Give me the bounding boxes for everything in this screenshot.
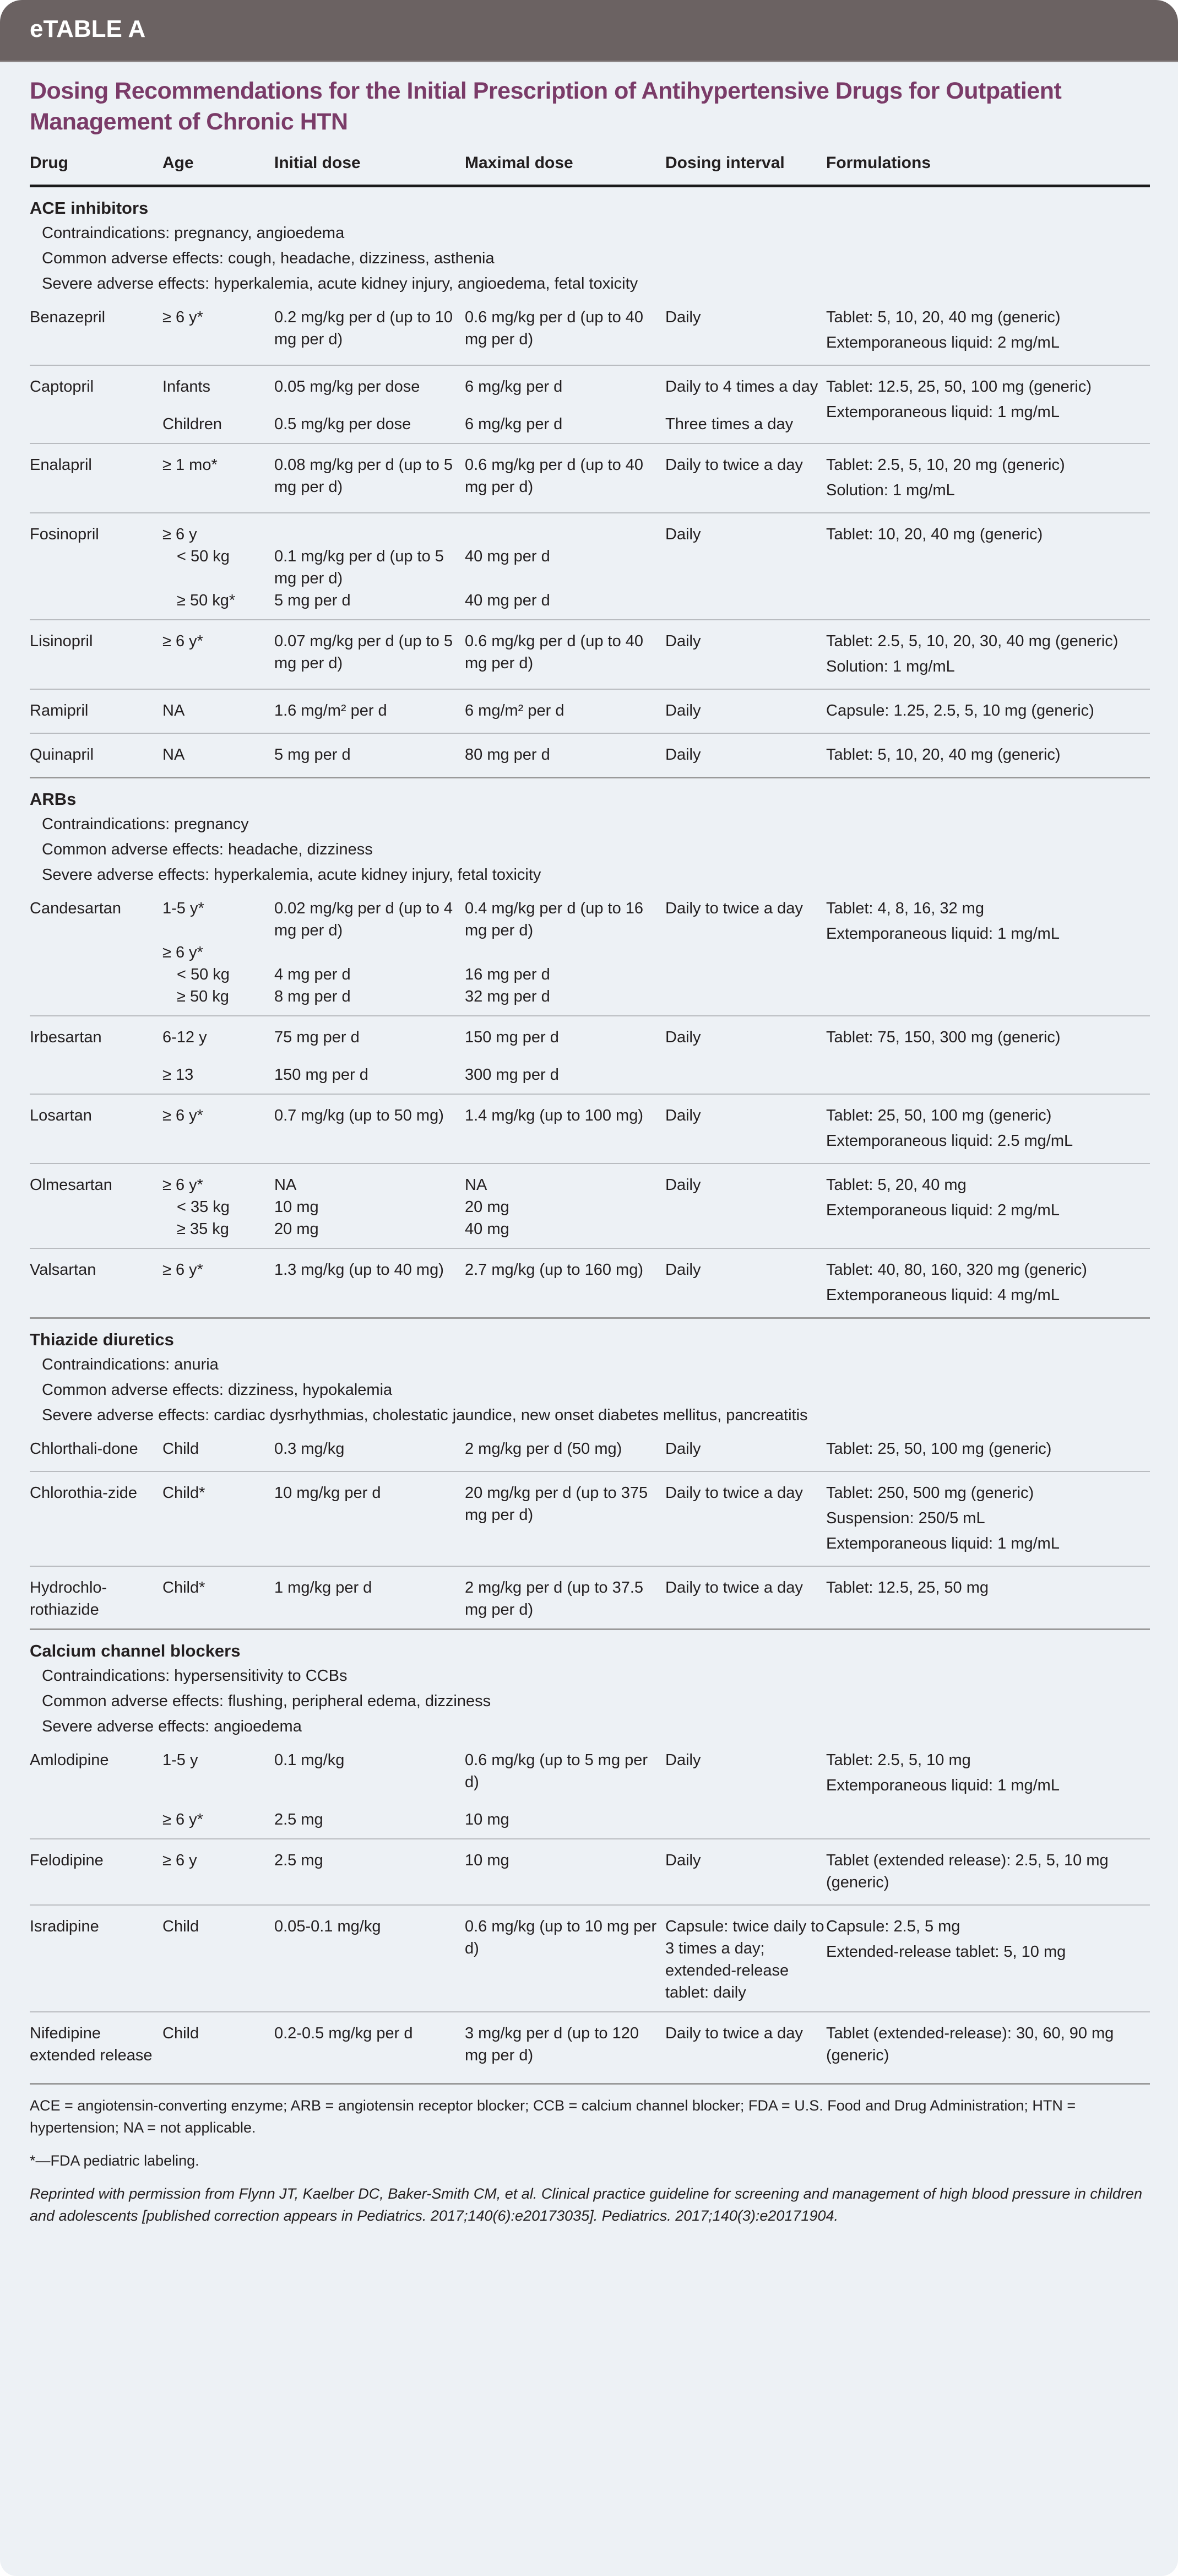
age-cell: 6-12 y <box>162 1029 207 1046</box>
dosing-interval-cell <box>665 1809 826 1831</box>
table-row <box>30 512 1150 619</box>
formulation: Tablet: 2.5, 5, 10 mg <box>826 1751 971 1769</box>
initial-dose-cell: 5 mg per d <box>274 746 351 764</box>
dose-rows <box>162 1849 826 1897</box>
dose-row <box>162 523 826 545</box>
section-note: Severe adverse effects: hyperkalemia, acute kidney injury, fetal toxicity <box>42 866 541 884</box>
dose-row <box>162 454 826 498</box>
maximal-dose-cell: 6 mg/m² per d <box>465 702 564 719</box>
dose-row <box>162 744 826 766</box>
dose-rows <box>162 1026 826 1086</box>
section-thiazide-diuretics <box>30 1317 1150 1628</box>
dosing-interval-cell <box>665 964 826 986</box>
formulation: Suspension: 250/5 mL <box>826 1509 985 1527</box>
dose-row <box>162 941 826 964</box>
initial-dose-cell: 5 mg per d <box>274 592 351 609</box>
section-note: Contraindications: pregnancy, angioedema <box>42 224 345 242</box>
formulation: Capsule: 1.25, 2.5, 5, 10 mg (generic) <box>826 702 1094 719</box>
formulation: Solution: 1 mg/mL <box>826 481 955 499</box>
dosing-interval-cell: Daily to 4 times a day <box>665 378 818 396</box>
age-cell: 1-5 y <box>162 1751 198 1769</box>
age-cell: Children <box>162 415 222 433</box>
citation: Reprinted with permission from Flynn JT, Kaelber DC, Baker-Smith CM, et al. Clinical practice guideline for screening and management of high blood pressure in children and adolescents [published correction appears in Pediatrics. 2017;140(6):e20173035]. Pediatrics. 2017;140(3):e20171904. <box>30 2185 1142 2224</box>
table-label: eTABLE A <box>0 0 1178 62</box>
dose-rows <box>162 1749 826 1831</box>
initial-dose-cell: 0.02 mg/kg per d (up to 4 mg per d) <box>274 900 453 939</box>
initial-dose-cell: 1.6 mg/m² per d <box>274 702 387 719</box>
formulations-cell <box>826 306 1150 357</box>
section-note: Contraindications: pregnancy <box>42 815 249 833</box>
initial-dose-cell: 20 mg <box>274 1220 319 1238</box>
maximal-dose-cell: 0.6 mg/kg (up to 5 mg per d) <box>465 1751 648 1791</box>
formulation: Tablet (extended release): 2.5, 5, 10 mg (generic) <box>826 1852 1109 1891</box>
formulation: Extended-release tablet: 5, 10 mg <box>826 1943 1066 1961</box>
dose-rows <box>162 630 826 681</box>
dosing-interval-cell: Daily <box>665 1751 701 1769</box>
maximal-dose-cell: 2 mg/kg per d (up to 37.5 mg per d) <box>465 1579 644 1619</box>
age-cell: ≥ 6 y <box>162 1852 197 1869</box>
section-notes <box>30 811 1150 887</box>
initial-dose-cell: 75 mg per d <box>274 1029 360 1046</box>
formulations-cell <box>826 1174 1150 1240</box>
section-notes <box>30 1352 1150 1428</box>
drug-name: Enalapril <box>30 456 92 474</box>
age-cell: ≥ 50 kg* <box>177 592 236 609</box>
section-note: Common adverse effects: headache, dizziness <box>42 841 373 858</box>
formulation: Tablet: 10, 20, 40 mg (generic) <box>826 526 1043 543</box>
formulation: Extemporaneous liquid: 4 mg/mL <box>826 1286 1060 1304</box>
maximal-dose-cell: 150 mg per d <box>465 1029 559 1046</box>
age-cell: ≥ 6 y <box>162 526 197 543</box>
formulation: Tablet: 5, 10, 20, 40 mg (generic) <box>826 309 1061 326</box>
maximal-dose-cell: 0.6 mg/kg per d (up to 40 mg per d) <box>465 309 644 348</box>
maximal-dose-cell: 300 mg per d <box>465 1066 559 1084</box>
dosing-interval-cell: Daily <box>665 1107 701 1124</box>
formulations-cell <box>826 1849 1150 1897</box>
dose-row <box>162 1196 826 1218</box>
dose-row <box>162 1218 826 1240</box>
drug-name: Candesartan <box>30 900 122 917</box>
maximal-dose-cell: 0.4 mg/kg per d (up to 16 mg per d) <box>465 900 644 939</box>
drug-name: Captopril <box>30 378 94 396</box>
age-cell: ≥ 6 y* <box>162 1107 203 1124</box>
section-title: Calcium channel blockers <box>30 1641 241 1660</box>
dosing-interval-cell: Daily <box>665 1440 701 1458</box>
dosing-interval-cell: Daily <box>665 309 701 326</box>
dose-row <box>162 589 826 611</box>
dosing-interval-cell <box>665 941 826 964</box>
maximal-dose-cell: 1.4 mg/kg (up to 100 mg) <box>465 1107 643 1124</box>
dose-rows <box>162 1482 826 1558</box>
dosing-interval-cell: Capsule: twice daily to 3 times a day; extended-release tablet: daily <box>665 1918 824 2001</box>
dosing-interval-cell: Daily to twice a day <box>665 900 803 917</box>
age-cell: < 50 kg <box>177 966 230 983</box>
section-note: Severe adverse effects: angioedema <box>42 1718 302 1735</box>
formulation: Tablet: 5, 20, 40 mg <box>826 1176 967 1194</box>
initial-dose-cell: 0.7 mg/kg (up to 50 mg) <box>274 1107 444 1124</box>
dosing-interval-cell <box>665 1196 826 1218</box>
dose-row <box>162 1849 826 1871</box>
maximal-dose-cell: 20 mg <box>465 1198 509 1216</box>
table-row <box>30 1248 1150 1317</box>
drug-name: Chlorthali-done <box>30 1440 138 1458</box>
col-initial-dose: Initial dose <box>274 154 361 172</box>
formulation: Extemporaneous liquid: 2.5 mg/mL <box>826 1132 1073 1150</box>
section-ace-inhibitors <box>30 187 1150 777</box>
age-cell: ≥ 6 y* <box>162 1811 203 1828</box>
drug-name: Amlodipine <box>30 1751 109 1769</box>
age-cell: ≥ 13 <box>162 1066 194 1084</box>
dosing-interval-cell: Daily <box>665 1852 701 1869</box>
table-title: Dosing Recommendations for the Initial Prescription of Antihypertensive Drugs for Outpatient Management of Chronic HTN <box>30 78 1062 135</box>
age-cell: < 50 kg <box>177 548 230 565</box>
table-row <box>30 365 1150 443</box>
dose-row <box>162 545 826 589</box>
section-title: Thiazide diuretics <box>30 1330 174 1349</box>
col-maximal-dose: Maximal dose <box>465 154 573 172</box>
dose-row <box>162 964 826 986</box>
formulation: Tablet: 4, 8, 16, 32 mg <box>826 900 984 917</box>
drug-name: Felodipine <box>30 1852 104 1869</box>
age-cell: ≥ 50 kg <box>177 988 229 1005</box>
section-note: Severe adverse effects: hyperkalemia, acute kidney injury, angioedema, fetal toxicity <box>42 275 638 293</box>
initial-dose-cell: 2.5 mg <box>274 1811 323 1828</box>
table-row <box>30 296 1150 365</box>
table-row <box>30 1566 1150 1628</box>
dosing-interval-cell <box>665 986 826 1008</box>
drug-name: Olmesartan <box>30 1176 112 1194</box>
maximal-dose-cell: 10 mg <box>465 1852 509 1869</box>
dose-rows <box>162 1438 826 1463</box>
table-row <box>30 2011 1150 2077</box>
dose-rows <box>162 744 826 769</box>
age-cell: < 35 kg <box>177 1198 230 1216</box>
maximal-dose-cell: 10 mg <box>465 1811 509 1828</box>
section-calcium-channel-blockers <box>30 1628 1150 2077</box>
dose-row <box>162 986 826 1008</box>
age-cell: NA <box>162 746 185 764</box>
initial-dose-cell: 0.1 mg/kg <box>274 1751 345 1769</box>
age-cell: Child* <box>162 1484 205 1502</box>
formulation: Solution: 1 mg/mL <box>826 658 955 675</box>
dose-rows <box>162 1259 826 1309</box>
dose-row <box>162 1749 826 1793</box>
formulations-cell <box>826 1105 1150 1155</box>
table-row <box>30 1094 1150 1163</box>
section-note: Common adverse effects: flushing, peripheral edema, dizziness <box>42 1692 491 1710</box>
formulation: Extemporaneous liquid: 1 mg/mL <box>826 1535 1060 1552</box>
formulations-cell <box>826 1259 1150 1309</box>
dosing-interval-cell: Daily to twice a day <box>665 1484 803 1502</box>
initial-dose-cell: 0.5 mg/kg per dose <box>274 415 411 433</box>
formulation: Extemporaneous liquid: 1 mg/mL <box>826 925 1060 943</box>
initial-dose-cell: 0.08 mg/kg per d (up to 5 mg per d) <box>274 456 453 496</box>
section-notes <box>30 1663 1150 1739</box>
formulations-cell <box>826 897 1150 1008</box>
initial-dose-cell <box>274 941 465 964</box>
section-title: ARBs <box>30 789 77 809</box>
dose-row <box>162 1026 826 1048</box>
initial-dose-cell: 8 mg per d <box>274 988 351 1005</box>
dosing-interval-cell: Daily <box>665 1176 701 1194</box>
drug-name: Lisinopril <box>30 632 93 650</box>
dose-rows <box>162 1174 826 1240</box>
formulation: Tablet: 2.5, 5, 10, 20, 30, 40 mg (generic) <box>826 632 1119 650</box>
formulation: Tablet: 40, 80, 160, 320 mg (generic) <box>826 1261 1087 1279</box>
drug-name: Benazepril <box>30 309 106 326</box>
drug-name: Nifedipine extended release <box>30 2025 153 2064</box>
maximal-dose-cell <box>465 523 665 545</box>
table-row <box>30 443 1150 512</box>
footnotes <box>30 2083 1150 2227</box>
formulations-cell <box>826 1577 1150 1621</box>
dosing-interval-cell <box>665 1218 826 1240</box>
maximal-dose-cell: NA <box>465 1176 487 1194</box>
dosing-interval-cell <box>665 589 826 611</box>
age-cell: NA <box>162 702 185 719</box>
dose-row <box>162 1809 826 1831</box>
dosing-interval-cell: Daily <box>665 746 701 764</box>
dose-rows <box>162 1915 826 2004</box>
asterisk-note: *—FDA pediatric labeling. <box>30 2152 199 2169</box>
table-body <box>30 187 1150 2077</box>
dose-rows <box>162 897 826 1008</box>
dosing-interval-cell: Daily to twice a day <box>665 456 803 474</box>
age-cell: ≥ 1 mo* <box>162 456 218 474</box>
drug-name: Quinapril <box>30 746 94 764</box>
maximal-dose-cell: 40 mg per d <box>465 548 550 565</box>
initial-dose-cell: 1 mg/kg per d <box>274 1579 372 1597</box>
formulations-cell <box>826 376 1150 435</box>
dose-row <box>162 1174 826 1196</box>
formulations-cell <box>826 1482 1150 1558</box>
dose-row <box>162 1915 826 2004</box>
formulation: Tablet: 25, 50, 100 mg (generic) <box>826 1440 1052 1458</box>
table-row <box>30 887 1150 1015</box>
maximal-dose-cell: 0.6 mg/kg per d (up to 40 mg per d) <box>465 632 644 672</box>
drug-name: Isradipine <box>30 1918 99 1935</box>
formulation: Tablet (extended-release): 30, 60, 90 mg (generic) <box>826 2025 1114 2064</box>
col-dosing-interval: Dosing interval <box>665 154 785 172</box>
section-note: Common adverse effects: cough, headache, dizziness, asthenia <box>42 250 495 267</box>
table-row <box>30 1428 1150 1471</box>
dose-row <box>162 1105 826 1127</box>
maximal-dose-cell: 80 mg per d <box>465 746 550 764</box>
dosing-interval-cell: Daily <box>665 1261 701 1279</box>
initial-dose-cell: 10 mg/kg per d <box>274 1484 381 1502</box>
initial-dose-cell: 0.2-0.5 mg/kg per d <box>274 2025 413 2042</box>
maximal-dose-cell: 2 mg/kg per d (50 mg) <box>465 1440 622 1458</box>
table-row <box>30 1163 1150 1248</box>
table-row <box>30 1904 1150 2011</box>
age-cell: Infants <box>162 378 211 396</box>
dose-rows <box>162 700 826 725</box>
maximal-dose-cell: 20 mg/kg per d (up to 375 mg per d) <box>465 1484 648 1524</box>
formulation: Tablet: 12.5, 25, 50, 100 mg (generic) <box>826 378 1092 396</box>
col-drug: Drug <box>30 154 68 172</box>
table-row <box>30 1739 1150 1838</box>
maximal-dose-cell: 6 mg/kg per d <box>465 415 563 433</box>
maximal-dose-cell: 6 mg/kg per d <box>465 378 563 396</box>
drug-name: Ramipril <box>30 702 89 719</box>
table-row <box>30 1015 1150 1094</box>
table-row <box>30 1471 1150 1566</box>
formulations-cell <box>826 2022 1150 2070</box>
maximal-dose-cell <box>465 941 665 964</box>
maximal-dose-cell: 40 mg per d <box>465 592 550 609</box>
formulation: Capsule: 2.5, 5 mg <box>826 1918 960 1935</box>
initial-dose-cell: 0.1 mg/kg per d (up to 5 mg per d) <box>274 548 444 587</box>
table-row <box>30 689 1150 733</box>
formulations-cell <box>826 1749 1150 1831</box>
dose-rows <box>162 1577 826 1621</box>
dose-row <box>162 897 826 941</box>
formulation: Tablet: 25, 50, 100 mg (generic) <box>826 1107 1052 1124</box>
dose-rows <box>162 454 826 505</box>
drug-name: Irbesartan <box>30 1029 102 1046</box>
drug-name: Hydrochlo-rothiazide <box>30 1579 107 1619</box>
formulation: Extemporaneous liquid: 2 mg/mL <box>826 1202 1060 1219</box>
age-cell: ≥ 35 kg <box>177 1220 229 1238</box>
dose-row <box>162 1064 826 1086</box>
column-headers <box>30 154 1150 187</box>
age-cell: Child <box>162 1918 199 1935</box>
maximal-dose-cell: 0.6 mg/kg (up to 10 mg per d) <box>465 1918 657 1957</box>
age-cell: Child <box>162 2025 199 2042</box>
section-arbs <box>30 777 1150 1317</box>
initial-dose-cell: 0.05-0.1 mg/kg <box>274 1918 381 1935</box>
formulations-cell <box>826 454 1150 505</box>
maximal-dose-cell: 32 mg per d <box>465 988 550 1005</box>
age-cell: ≥ 6 y* <box>162 1261 203 1279</box>
dosing-interval-cell: Three times a day <box>665 415 794 433</box>
col-age: Age <box>162 154 194 172</box>
dose-row <box>162 376 826 398</box>
maximal-dose-cell: 40 mg <box>465 1220 509 1238</box>
dosing-interval-cell <box>665 1064 826 1086</box>
initial-dose-cell: 0.07 mg/kg per d (up to 5 mg per d) <box>274 632 453 672</box>
formulation: Tablet: 5, 10, 20, 40 mg (generic) <box>826 746 1061 764</box>
formulations-cell <box>826 523 1150 611</box>
age-cell: ≥ 6 y* <box>162 632 203 650</box>
drug-name: Fosinopril <box>30 526 99 543</box>
dose-rows <box>162 523 826 611</box>
col-formulations: Formulations <box>826 154 931 172</box>
dose-rows <box>162 1105 826 1155</box>
dose-row <box>162 2022 826 2066</box>
dosing-interval-cell: Daily <box>665 632 701 650</box>
formulations-cell <box>826 1026 1150 1086</box>
formulation: Extemporaneous liquid: 1 mg/mL <box>826 1777 1060 1794</box>
age-cell: Child <box>162 1440 199 1458</box>
dosing-interval-cell: Daily to twice a day <box>665 2025 803 2042</box>
formulation: Extemporaneous liquid: 2 mg/mL <box>826 334 1060 351</box>
dosing-interval-cell: Daily <box>665 526 701 543</box>
drug-name: Chlorothia-zide <box>30 1484 138 1502</box>
initial-dose-cell: 0.3 mg/kg <box>274 1440 345 1458</box>
dosing-interval-cell: Daily <box>665 702 701 719</box>
dose-row <box>162 700 826 722</box>
initial-dose-cell: 1.3 mg/kg (up to 40 mg) <box>274 1261 444 1279</box>
dosing-interval-cell: Daily to twice a day <box>665 1579 803 1597</box>
section-title: ACE inhibitors <box>30 198 149 218</box>
section-note: Contraindications: anuria <box>42 1356 219 1373</box>
initial-dose-cell: 0.05 mg/kg per dose <box>274 378 420 396</box>
initial-dose-cell: 0.2 mg/kg per d (up to 10 mg per d) <box>274 309 453 348</box>
maximal-dose-cell: 2.7 mg/kg (up to 160 mg) <box>465 1261 643 1279</box>
section-note: Contraindications: hypersensitivity to CCBs <box>42 1667 348 1685</box>
initial-dose-cell: 4 mg per d <box>274 966 351 983</box>
initial-dose-cell: NA <box>274 1176 297 1194</box>
dose-row <box>162 1438 826 1460</box>
dose-rows <box>162 306 826 357</box>
age-cell: ≥ 6 y* <box>162 1176 203 1194</box>
abbreviations-note: ACE = angiotensin-converting enzyme; ARB = angiotensin receptor blocker; CCB = calcium channel blocker; FDA = U.S. Food and Drug Administration; HTN = hypertension; NA = not applicable. <box>30 2097 1076 2136</box>
table-row <box>30 1838 1150 1904</box>
dose-row <box>162 1577 826 1621</box>
drug-name: Valsartan <box>30 1261 96 1279</box>
formulation: Tablet: 250, 500 mg (generic) <box>826 1484 1034 1502</box>
section-note: Severe adverse effects: cardiac dysrhythmias, cholestatic jaundice, new onset diabetes mellitus, pancreatitis <box>42 1406 808 1424</box>
table-row <box>30 733 1150 777</box>
dose-row <box>162 1259 826 1281</box>
formulations-cell <box>826 1438 1150 1463</box>
dose-row <box>162 413 826 435</box>
dose-row <box>162 630 826 674</box>
formulations-cell <box>826 630 1150 681</box>
formulation: Extemporaneous liquid: 1 mg/mL <box>826 403 1060 421</box>
age-cell: ≥ 6 y* <box>162 309 203 326</box>
formulations-cell <box>826 700 1150 725</box>
initial-dose-cell: 150 mg per d <box>274 1066 368 1084</box>
section-note: Common adverse effects: dizziness, hypokalemia <box>42 1381 393 1399</box>
initial-dose-cell <box>274 523 465 545</box>
formulations-cell <box>826 744 1150 769</box>
maximal-dose-cell: 0.6 mg/kg per d (up to 40 mg per d) <box>465 456 644 496</box>
formulation: Tablet: 12.5, 25, 50 mg <box>826 1579 989 1597</box>
initial-dose-cell: 2.5 mg <box>274 1852 323 1869</box>
formulations-cell <box>826 1915 1150 2004</box>
age-cell: 1-5 y* <box>162 900 204 917</box>
maximal-dose-cell: 16 mg per d <box>465 966 550 983</box>
formulation: Tablet: 75, 150, 300 mg (generic) <box>826 1029 1061 1046</box>
table-row <box>30 619 1150 689</box>
dose-rows <box>162 2022 826 2070</box>
section-notes <box>30 220 1150 296</box>
dose-rows <box>162 376 826 435</box>
dosing-interval-cell: Daily <box>665 1029 701 1046</box>
drug-name: Losartan <box>30 1107 92 1124</box>
initial-dose-cell: 10 mg <box>274 1198 319 1216</box>
dosing-interval-cell <box>665 545 826 589</box>
dose-row <box>162 306 826 350</box>
age-cell: Child* <box>162 1579 205 1597</box>
maximal-dose-cell: 3 mg/kg per d (up to 120 mg per d) <box>465 2025 639 2064</box>
age-cell: ≥ 6 y* <box>162 944 203 961</box>
dose-row <box>162 1482 826 1526</box>
formulation: Tablet: 2.5, 5, 10, 20 mg (generic) <box>826 456 1065 474</box>
